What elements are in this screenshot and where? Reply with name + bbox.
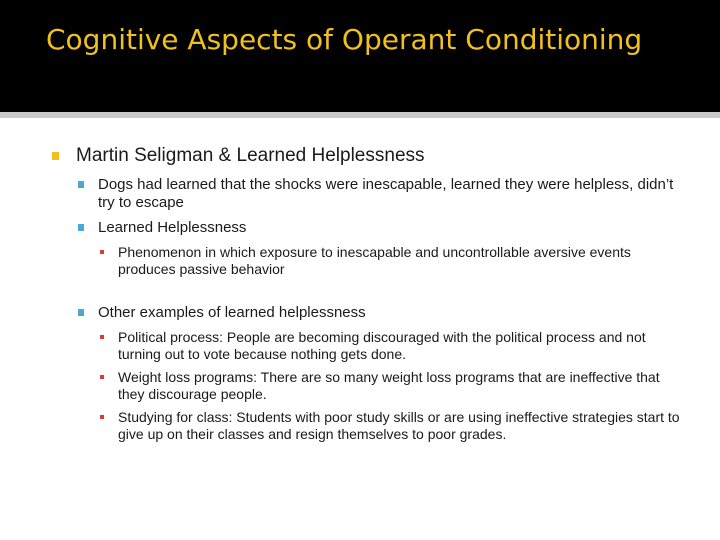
bullet-square-icon (100, 335, 104, 339)
title-divider (0, 112, 720, 118)
bullet-detail-text: Political process: People are becoming discouraged with the political process and not turning out to vote because nothing gets done. (118, 329, 646, 362)
bullet-square-icon (78, 224, 84, 231)
bullet-sub (48, 219, 688, 237)
slide-content (48, 144, 688, 449)
bullet-main-text: Martin Seligman & Learned Helplessness (76, 145, 425, 166)
bullet-sub-text: Dogs had learned that the shocks were inescapable, learned they were helpless, didn’t try to escape (98, 176, 674, 211)
bullet-square-icon (100, 415, 104, 419)
bullet-sub (48, 176, 688, 212)
spacer (48, 284, 688, 304)
bullet-main (48, 144, 688, 168)
title-band (0, 0, 720, 112)
bullet-detail (48, 369, 688, 403)
bullet-sub (48, 304, 688, 322)
bullet-square-icon (78, 309, 84, 316)
bullet-detail-text: Weight loss programs: There are so many weight loss programs that are ineffective that they discourage people. (118, 369, 660, 402)
slide-title: Cognitive Aspects of Operant Conditioning (46, 23, 643, 56)
bullet-detail (48, 329, 688, 363)
bullet-square-icon (100, 375, 104, 379)
bullet-square-icon (100, 250, 104, 254)
bullet-square-icon (78, 181, 84, 188)
bullet-detail-text: Studying for class: Students with poor study skills or are using ineffective strategies start to give up on their classes and resign themselves to poor grades. (118, 409, 680, 442)
bullet-detail (48, 409, 688, 443)
bullet-detail (48, 244, 688, 278)
bullet-sub-text: Learned Helplessness (98, 219, 247, 236)
bullet-sub-text: Other examples of learned helplessness (98, 304, 366, 321)
bullet-detail-text: Phenomenon in which exposure to inescapable and uncontrollable aversive events produces passive behavior (118, 244, 631, 277)
bullet-square-icon (52, 152, 59, 160)
